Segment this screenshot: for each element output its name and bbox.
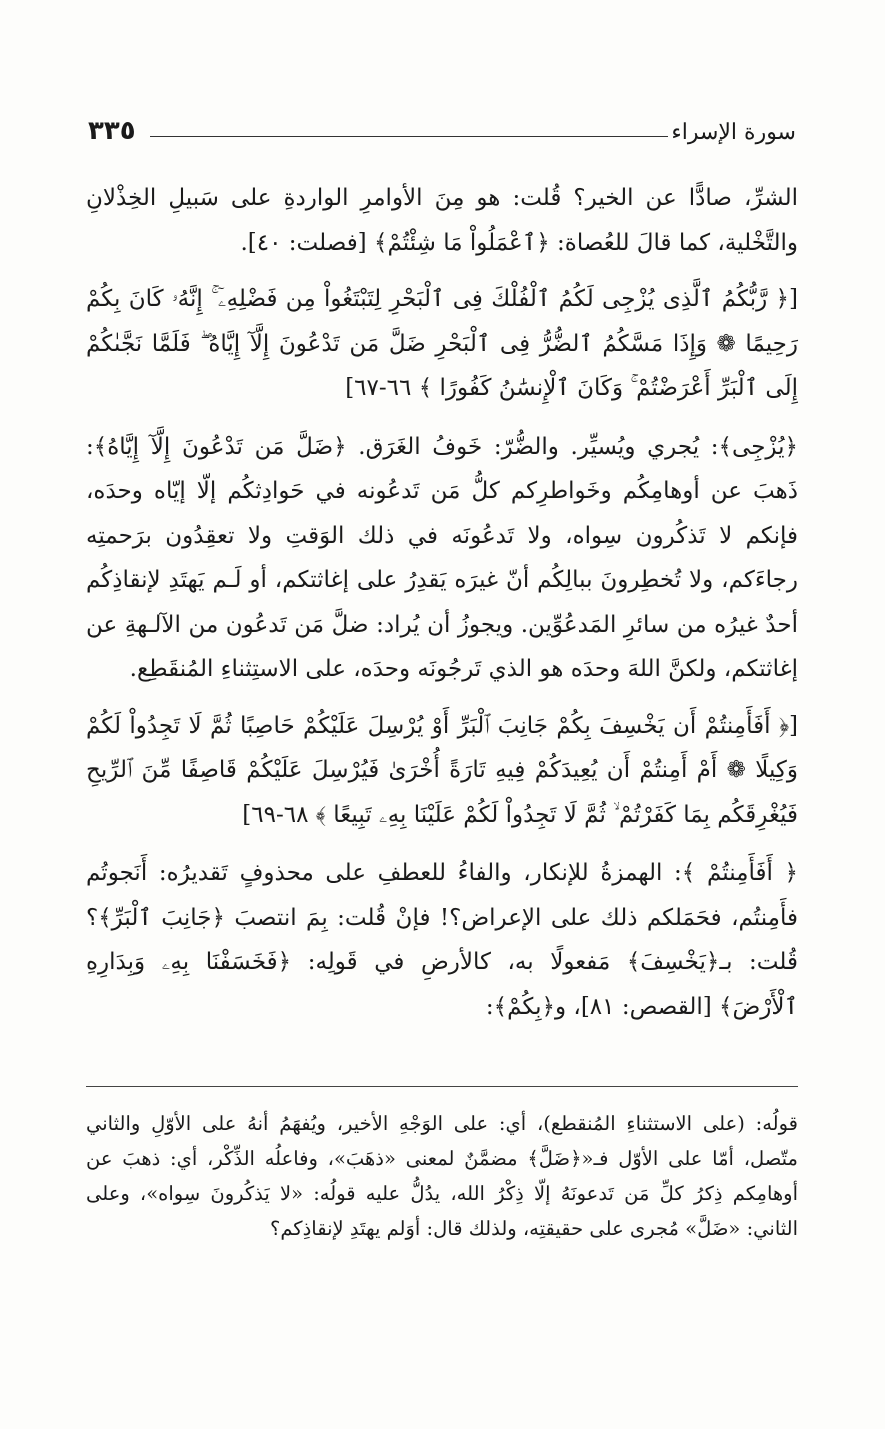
surah-title: سورة الإسراء (671, 120, 796, 145)
footnote-divider (86, 1086, 798, 1087)
footnote-1: قولُه: (على الاستثناءِ المُنقطع)، أي: على الوَجْهِ الأخير، ويُفهَمُ أنهُ على الأوّلِ والثاني متّصل، أمّا على الأوّل فـ«﴿ضَلَّ﴾ مضمَّنٌ لمعنى «ذهَبَ»، وفاعلُه الذِّكْر، أي: ذهبَ عن أوهامِكم ذِكرُ كلِّ مَن تَدعونَهُ إلّا ذِكْرُ الله، يدُلُّ عليه قولُه: «لا يَذكُرونَ سِواه»، وعلى الثاني: «ضَلَّ» مُجرى على حقيقتِه، ولذلك قال: أوَلم يهتَدِ لإنقاذِكم؟ (86, 1112, 798, 1240)
paragraph-3: ﴿ أَفَأَمِنتُمْ ﴾: الهمزةُ للإنكار، والفاءُ للعطفِ على محذوفٍ تَقديرُه: أَنَجوتُم فأَمِنتُم، فحَمَلكم ذلك على الإعراض؟! فإنْ قُلت: بِمَ انتصبَ ﴿جَانِبَ ٱلْبَرِّ﴾؟ قُلت: بـ﴿يَخْسِفَ﴾ مَفعولًا به، كالأرضِ في قَولِه: ﴿فَخَسَفْنَا بِهِۦ وَبِدَارِهِ ٱلْأَرْضَ﴾ [القصص: ٨١]، و﴿بِكُمْ﴾: (86, 860, 798, 1020)
paragraph-2: ﴿يُزْجِى﴾: يُجري ويُسيِّر. والضُّرّ: خَوفُ الغَرَق. ﴿ضَلَّ مَن تَدْعُونَ إِلَّآ إِيَّاهُ﴾: ذَهبَ عن أوهامِكُم وخَواطرِكم كلُّ مَن تَدعُونه في حَوادِثكُم إلّا إيّاه وحدَه، فإنكم لا تَذكُرون سِواه، ولا تَدعُونَه في ذلك الوَقتِ ولا تعقِدُون برَحمتِه رجاءَكم، ولا تُخطِرونَ ببالِكُم أنّ غيرَه يَقدِرُ على إغاثتكم، أو لَـم يَهتَدِ لإنقاذِكُم أحدٌ غيرُه من سائرِ المَدعُوِّين. ويجوزُ أن يُراد: ضلَّ مَن تَدعُون من الآلـهةِ عن إغاثتكم، ولكنَّ اللهَ وحدَه هو الذي تَرجُونَه وحدَه، على الاستِثناءِ المُنقَطِع. (86, 433, 798, 682)
footnotes (86, 1106, 798, 1246)
verse-block-1: [﴿ رَّبُّكُمُ ٱلَّذِى يُزْجِى لَكُمُ ٱلْفُلْكَ فِى ٱلْبَحْرِ لِتَبْتَغُواْ مِن فَضْلِهِۦٓ ۚ إِنَّهُۥ كَانَ بِكُمْ رَحِيمًا ❁ وَإِذَا مَسَّكُمُ ٱلضُّرُّ فِى ٱلْبَحْرِ ضَلَّ مَن تَدْعُونَ إِلَّآ إِيَّاهُ ۖ فَلَمَّا نَجَّىٰكُمْ إِلَى ٱلْبَرِّ أَعْرَضْتُمْ ۚ وَكَانَ ٱلْإِنسَٰنُ كَفُورًا ﴾ ٦٦-٦٧] (86, 286, 798, 401)
verse-block-2: [﴿ أَفَأَمِنتُمْ أَن يَخْسِفَ بِكُمْ جَانِبَ ٱلْبَرِّ أَوْ يُرْسِلَ عَلَيْكُمْ حَاصِبًا ثُمَّ لَا تَجِدُواْ لَكُمْ وَكِيلًا ❁ أَمْ أَمِنتُمْ أَن يُعِيدَكُمْ فِيهِ تَارَةً أُخْرَىٰ فَيُرْسِلَ عَلَيْكُمْ قَاصِفًا مِّنَ ٱلرِّيحِ فَيُغْرِقَكُم بِمَا كَفَرْتُمْ ۙ ثُمَّ لَا تَجِدُواْ لَكُمْ عَلَيْنَا بِهِۦ تَبِيعًا ﴾ ٦٨-٦٩] (86, 712, 798, 828)
page-number: ٣٣٥ (88, 116, 136, 146)
paragraph-1: الشرِّ، صادًّا عن الخير؟ قُلت: هو مِنَ الأوامرِ الواردةِ على سَبيلِ الخِذْلانِ والتَّخْلية، كما قالَ للعُصاة: ﴿ٱعْمَلُواْ مَا شِئْتُمْ﴾ [فصلت: ٤٠]. (86, 185, 798, 256)
page-header (88, 116, 796, 152)
main-text (86, 176, 798, 1041)
header-rule (150, 136, 668, 137)
